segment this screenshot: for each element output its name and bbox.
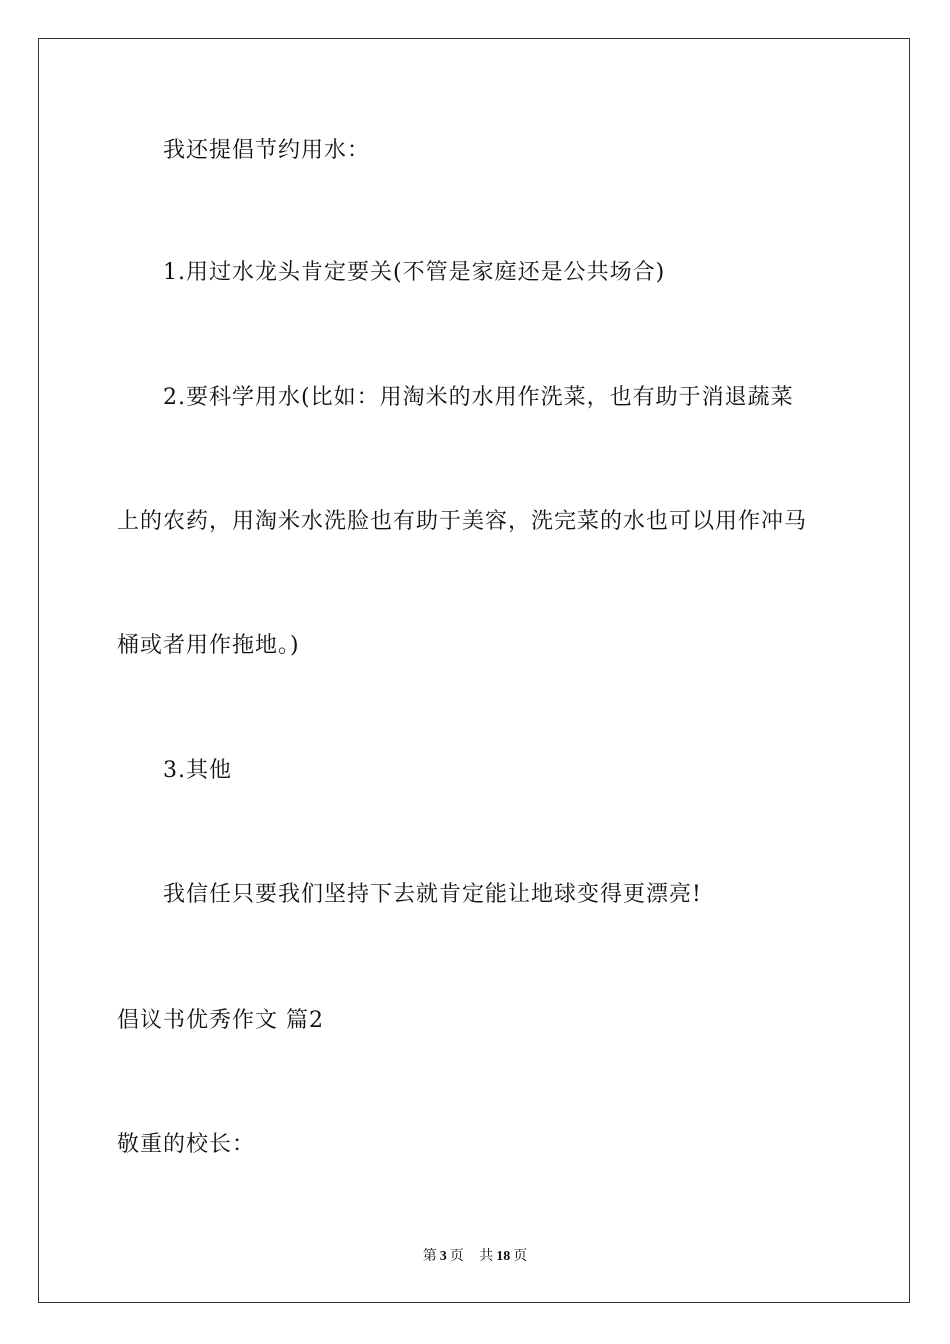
- page-indicator: 第 3 页: [422, 1249, 464, 1264]
- list-item-1: 1.用过水龙头肯定要关(不管是家庭还是公共场合): [163, 260, 666, 285]
- paragraph-line: 我还提倡节约用水：: [163, 138, 371, 163]
- paragraph-line: 桶或者用作拖地。): [117, 633, 300, 658]
- list-item-2: 2.要科学用水(比如：用淘米的水用作洗菜，也有助于消退蔬菜: [163, 385, 794, 410]
- paragraph-line: 我信任只要我们坚持下去就肯定能让地球变得更漂亮!: [163, 882, 702, 907]
- section-heading: 倡议书优秀作文 篇2: [117, 1008, 324, 1033]
- page-border: [38, 38, 910, 1303]
- total-pages-indicator: 共 18 页: [479, 1249, 528, 1264]
- total-pages: 18: [496, 1249, 511, 1264]
- salutation: 敬重的校长：: [117, 1132, 256, 1157]
- page-number: 3: [439, 1249, 447, 1264]
- page-footer: [0, 1248, 950, 1266]
- paragraph-line: 上的农药，用淘米水洗脸也有助于美容，洗完菜的水也可以用作冲马: [117, 509, 808, 534]
- list-item-3: 3.其他: [163, 758, 232, 783]
